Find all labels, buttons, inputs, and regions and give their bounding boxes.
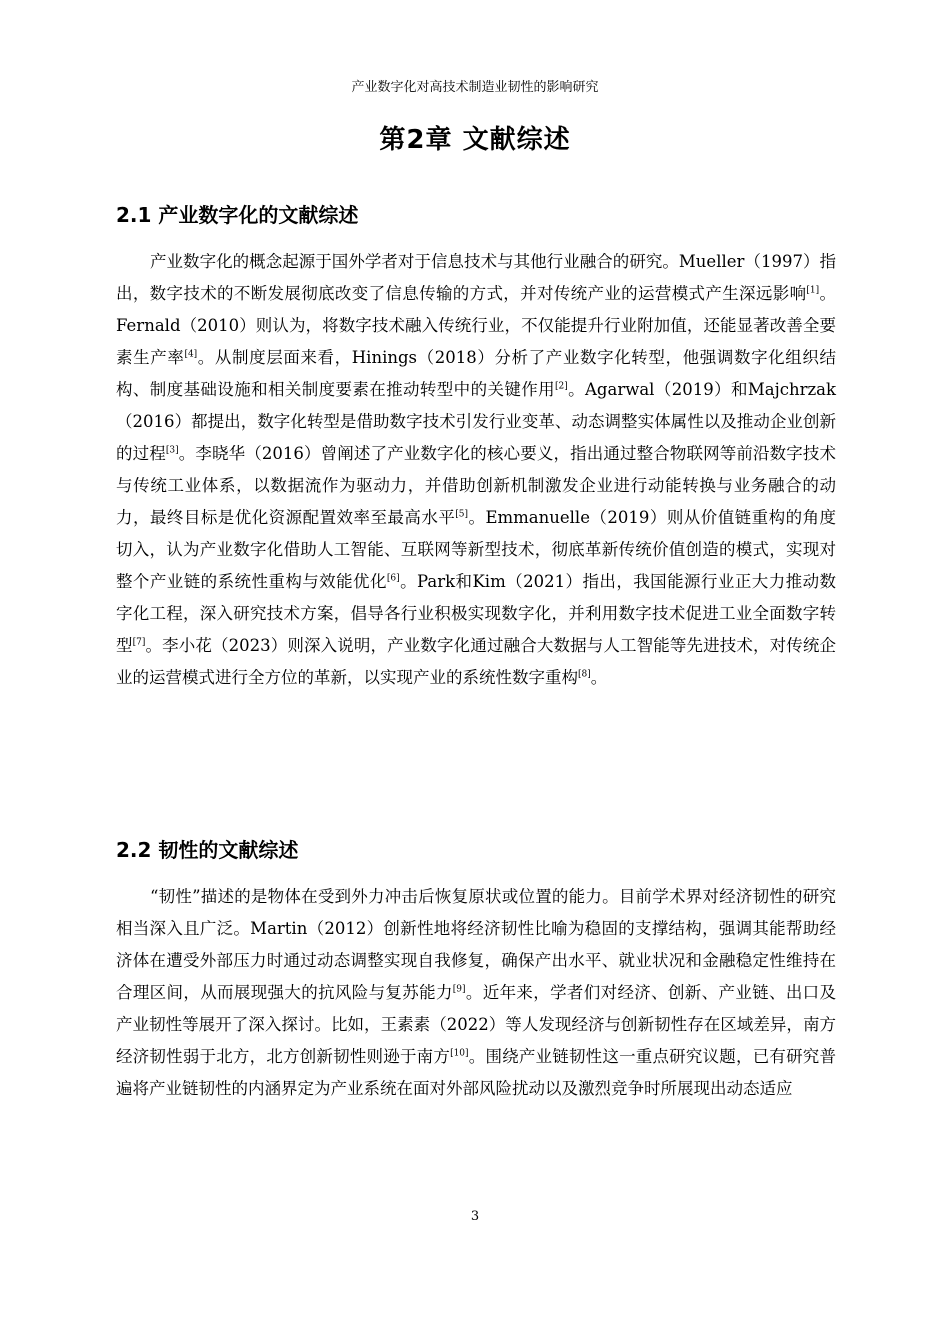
paragraph-text: 。Park和Kim（2021）指出，我国能源行业正大力推动数字化工程，深入研究技术方案，倡导各行业积极实现数字化，并利用数字技术促进工业全面数字转型 — [116, 572, 837, 655]
citation-ref: [4] — [184, 349, 198, 360]
body-paragraph — [116, 246, 836, 694]
section-title: 2.2 韧性的文献综述 — [116, 838, 299, 862]
chapter-title: 第2章 文献综述 — [379, 125, 571, 155]
paragraph-text: 。围绕产业链韧性这一重点研究议题，已有研究普遍将产业链韧性的内涵界定为产业系统在面对外部风险扰动以及激烈竞争时所展现出动态适应 — [116, 1047, 837, 1098]
paragraph-text: “韧性”描述的是物体在受到外力冲击后恢复原状或位置的能力。目前学术界对经济韧性的研究相当深入且广泛。Martin（2012）创新性地将经济韧性比喻为稳固的支撑结构，强调其能帮助经济体在遭受外部压力时通过动态调整实现自我修复，确保产出水平、就业状况和金融稳定性维持在合理区间，从而展现强大的抗风险与复苏能力 — [116, 887, 836, 1002]
paragraph-text: 。近年来，学者们对经济、创新、产业链、出口及产业韧性等展开了深入探讨。比如，王素素（2022）等人发现经济与创新韧性存在区域差异，南方经济韧性弱于北方，北方创新韧性则逊于南方 — [116, 983, 837, 1066]
section-2-1 — [116, 198, 836, 694]
paragraph-text: 。Emmanuelle（2019）则从价值链重构的角度切入，认为产业数字化借助人工智能、互联网等新型技术，彻底革新传统价值创造的模式，实现对整个产业链的系统性重构与效能优化 — [116, 508, 836, 591]
citation-ref: [2] — [554, 381, 568, 392]
paragraph-text: 。李晓华（2016）曾阐述了产业数字化的核心要义，指出通过整合物联网等前沿数字技术与传统工业体系，以数据流作为驱动力，并借助创新机制激发企业进行动能转换与业务融合的动力，最终目标是优化资源配置效率至最高水平 — [116, 444, 836, 527]
citation-ref: [5] — [455, 509, 469, 520]
section-2-2 — [116, 833, 836, 1105]
paragraph-text: 。Agarwal（2019）和Majchrzak（2016）都提出，数字化转型是借助数字技术引发行业变革、动态调整实体属性以及推动企业创新的过程 — [116, 380, 836, 463]
citation-ref: [9] — [452, 984, 466, 995]
paragraph-text: 。从制度层面来看，Hinings（2018）分析了产业数字化转型，他强调数字化组织结构、制度基础设施和相关制度要素在推动转型中的关键作用 — [116, 348, 837, 399]
section-title: 2.1 产业数字化的文献综述 — [116, 203, 359, 227]
running-header: 产业数字化对高技术制造业韧性的影响研究 — [351, 80, 599, 95]
page-number: 3 — [470, 1209, 480, 1224]
paragraph-text: 。 — [590, 668, 608, 687]
citation-ref: [7] — [132, 637, 146, 648]
paragraph-text: 。李小花（2023）则深入说明，产业数字化通过融合大数据与人工智能等先进技术，对传统企业的运营模式进行全方位的革新，以实现产业的系统性数字重构 — [116, 636, 837, 687]
citation-ref: [1] — [806, 285, 820, 296]
paragraph-text: 产业数字化的概念起源于国外学者对于信息技术与其他行业融合的研究。Mueller（1997）指出，数字技术的不断发展彻底改变了信息传输的方式，并对传统产业的运营模式产生深远影响 — [116, 252, 836, 303]
citation-ref: [3] — [165, 445, 179, 456]
citation-ref: [6] — [386, 573, 400, 584]
body-paragraph — [116, 881, 836, 1105]
paragraph-text: 。Fernald（2010）则认为，将数字技术融入传统行业，不仅能提升行业附加值，还能显著改善全要素生产率 — [116, 284, 837, 367]
citation-ref: [8] — [578, 669, 591, 680]
citation-ref: [10] — [450, 1048, 469, 1059]
